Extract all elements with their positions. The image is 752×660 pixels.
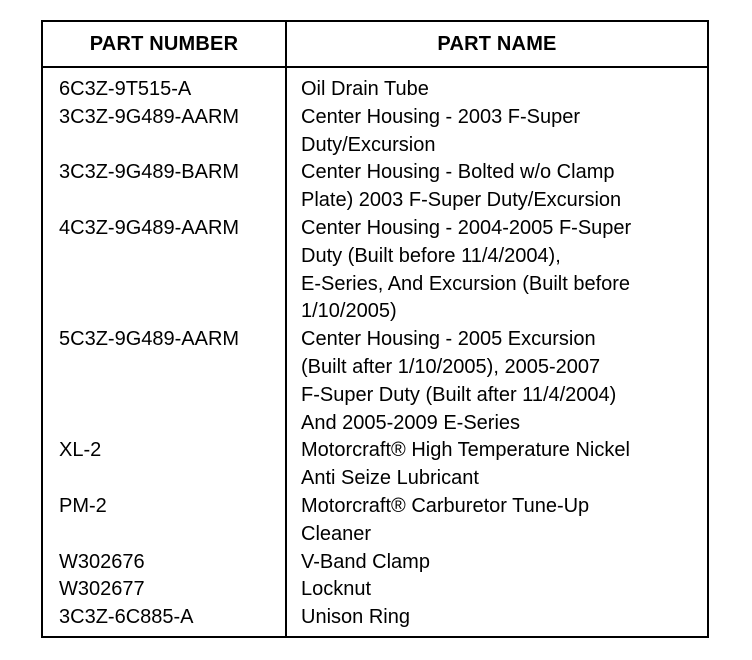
part-name-line: Center Housing - Bolted w/o Clamp	[301, 161, 615, 184]
part-name-line: Center Housing - 2005 Excursion	[301, 328, 596, 351]
part-name-line: F-Super Duty (Built after 11/4/2004)	[301, 383, 617, 406]
table-header-row	[43, 22, 707, 68]
part-number-cell: 6C3Z-9T515-A	[59, 78, 192, 100]
parts-table	[41, 20, 709, 638]
part-name-cell	[285, 215, 705, 326]
table-body	[43, 76, 707, 632]
part-name-cell	[285, 159, 705, 215]
part-number-cell: XL-2	[59, 439, 102, 462]
part-name-line: V-Band Clamp	[301, 550, 430, 573]
part-name-cell	[285, 604, 705, 632]
table-row	[43, 76, 707, 104]
part-name-cell	[285, 576, 705, 604]
table-row	[43, 326, 707, 437]
part-number-cell: 4C3Z-9G489-AARM	[59, 216, 240, 239]
part-number-cell: 3C3Z-9G489-BARM	[59, 161, 240, 184]
part-name-line: And 2005-2009 E-Series	[301, 411, 521, 434]
part-number-cell: W302677	[59, 578, 145, 601]
part-name-line: Locknut	[301, 578, 372, 601]
table-row	[43, 104, 707, 160]
part-number-cell: W302676	[59, 550, 145, 573]
table-row	[43, 437, 707, 493]
part-name-line: (Built after 1/10/2005), 2005-2007	[301, 355, 601, 378]
part-name-line: Anti Seize Lubricant	[301, 467, 479, 490]
part-name-line: Unison Ring	[301, 606, 410, 629]
part-name-cell	[285, 549, 705, 577]
table-row	[43, 549, 707, 577]
part-name-line: Duty (Built before 11/4/2004),	[301, 244, 561, 267]
header-part-name: PART NAME	[437, 32, 557, 55]
table-row	[43, 604, 707, 632]
part-number-cell: 5C3Z-9G489-AARM	[59, 328, 240, 351]
table-row	[43, 576, 707, 604]
part-name-cell	[285, 437, 705, 493]
part-name-cell	[285, 104, 705, 160]
part-number-cell: 3C3Z-6C885-A	[59, 606, 194, 629]
part-number-cell: 3C3Z-9G489-AARM	[59, 105, 240, 128]
table-row	[43, 493, 707, 549]
table-row	[43, 159, 707, 215]
part-name-line: Duty/Excursion	[301, 133, 436, 156]
part-name-line: Center Housing - 2003 F-Super	[301, 105, 581, 128]
part-name-line: Oil Drain Tube	[301, 78, 429, 100]
header-part-number: PART NUMBER	[89, 32, 239, 55]
part-name-cell	[285, 493, 705, 549]
part-name-line: Cleaner	[301, 522, 372, 545]
part-name-line: Motorcraft® Carburetor Tune-Up	[301, 494, 590, 517]
part-number-cell: PM-2	[59, 494, 107, 517]
part-name-cell	[285, 326, 705, 437]
table-row	[43, 215, 707, 326]
part-name-cell	[285, 76, 705, 104]
part-name-line: Center Housing - 2004-2005 F-Super	[301, 216, 632, 239]
part-name-line: 1/10/2005)	[301, 300, 397, 323]
part-name-line: Motorcraft® High Temperature Nickel	[301, 439, 630, 462]
part-name-line: Plate) 2003 F-Super Duty/Excursion	[301, 189, 622, 212]
part-name-line: E-Series, And Excursion (Built before	[301, 272, 631, 295]
